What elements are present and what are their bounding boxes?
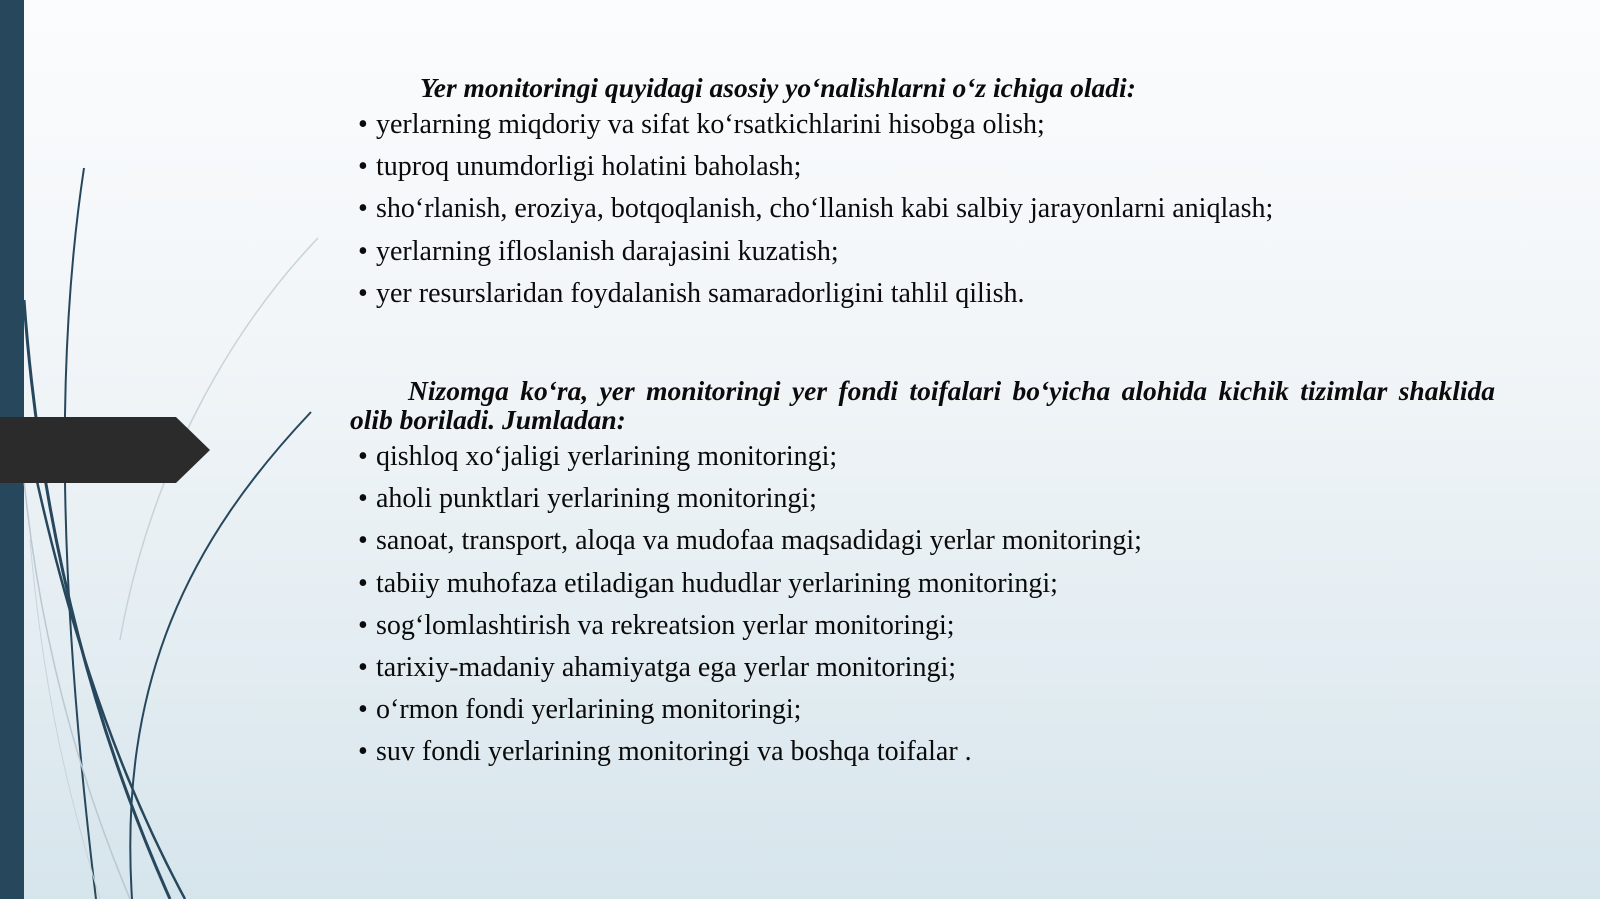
bullet: • — [358, 109, 368, 140]
list-item — [350, 520, 1495, 562]
list-item-text: o‘rmon fondi yerlarining monitoringi; — [376, 694, 802, 726]
list-item-text: sho‘rlanish, eroziya, botqoqlanish, cho‘llanish kabi salbiy jarayonlarni aniqlash; — [376, 193, 1274, 225]
list-item — [350, 478, 1495, 520]
bullet: • — [358, 525, 368, 557]
list-item-text: tuproq unumdorligi holatini baholash; — [376, 151, 802, 183]
list-item-text: yer resurslaridan foydalanish samaradorligini tahlil qilish. — [376, 277, 1025, 309]
list-item-text: aholi punktlari yerlarining monitoringi; — [376, 483, 817, 515]
bullet: • — [358, 609, 368, 641]
list-item — [350, 731, 1495, 773]
list-item-text: tarixiy-madaniy ahamiyatga ega yerlar monitoringi; — [376, 651, 957, 683]
section2-list — [350, 436, 1495, 774]
list-item-text: tabiiy muhofaza etiladigan hududlar yerlarining monitoringi; — [376, 567, 1058, 599]
bullet: • — [358, 440, 368, 472]
slide-content — [350, 74, 1495, 773]
list-item-text: yerlarning miqdoriy va sifat ko‘rsatkichlarini hisobga olish; — [376, 109, 1045, 140]
list-item — [350, 647, 1495, 689]
list-item — [350, 146, 1495, 188]
list-item — [350, 188, 1495, 230]
list-item — [350, 563, 1495, 605]
bullet: • — [358, 694, 368, 726]
section2-heading: Nizomga ko‘ra, yer monitoringi yer fondi toifalari bo‘yicha alohida kichik tizimlar shaklida olib boriladi. Jumladan: — [350, 374, 1495, 435]
bullet: • — [358, 235, 368, 267]
section1-heading: Yer monitoringi quyidagi asosiy yo‘nalishlarni o‘z ichiga oladi: — [420, 72, 1136, 103]
list-item-text: sog‘lomlashtirish va rekreatsion yerlar monitoringi; — [376, 609, 955, 641]
arrow-tab-shape — [0, 417, 210, 483]
section1-list — [350, 104, 1495, 315]
list-item-text: sanoat, transport, aloqa va mudofaa maqsadidagi yerlar monitoringi; — [376, 525, 1142, 557]
list-item-text: yerlarning ifloslanish darajasini kuzatish; — [376, 235, 839, 267]
list-item-text: suv fondi yerlarining monitoringi va boshqa toifalar . — [376, 736, 972, 768]
bullet: • — [358, 567, 368, 599]
list-item — [350, 436, 1495, 478]
list-item — [350, 605, 1495, 647]
bullet: • — [358, 736, 368, 768]
list-item-text: qishloq xo‘jaligi yerlarining monitoringi; — [376, 440, 838, 472]
bullet: • — [358, 151, 368, 183]
list-item — [350, 689, 1495, 731]
bullet: • — [358, 277, 368, 309]
list-item — [350, 104, 1495, 146]
bullet: • — [358, 651, 368, 683]
list-item — [350, 231, 1495, 273]
bullet: • — [358, 193, 368, 225]
list-item — [350, 273, 1495, 315]
bullet: • — [358, 483, 368, 515]
